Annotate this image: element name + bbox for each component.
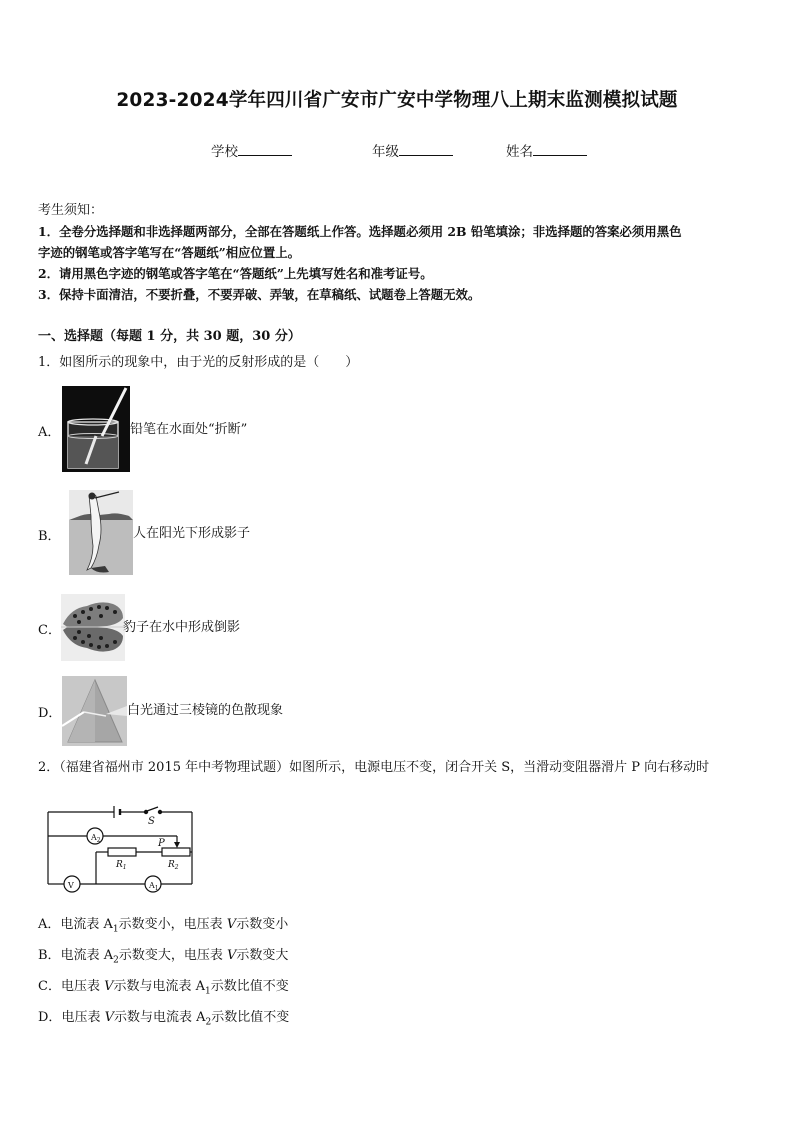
notice-line-1a: 1．全卷分选择题和非选择题两部分，全部在答题纸上作答。选择题必须用 2B 铅笔填涂；非选择题的答案必须用黑色 bbox=[38, 224, 682, 239]
grade-blank[interactable] bbox=[399, 143, 453, 156]
name-label: 姓名 bbox=[506, 144, 533, 160]
school-label: 学校 bbox=[211, 144, 238, 160]
section-heading: 一、选择题（每题 1 分，共 30 题，30 分） bbox=[38, 329, 301, 344]
prism-dispersion-image bbox=[62, 676, 127, 746]
shadow-image bbox=[69, 490, 133, 575]
name-field[interactable] bbox=[506, 140, 587, 160]
name-blank[interactable] bbox=[533, 143, 587, 156]
notice-heading: 考生须知： bbox=[38, 203, 104, 218]
q2-option-d-label: D． bbox=[38, 1010, 62, 1025]
q2-option-b-label: B． bbox=[38, 948, 61, 963]
circuit-diagram bbox=[40, 804, 200, 894]
q1-option-a-text: 铅笔在水面处“折断” bbox=[130, 422, 248, 437]
notice-line-1b: 字迹的钢笔或答字笔写在“答题纸”相应位置上。 bbox=[38, 245, 301, 260]
ammeter-a2-label: $A_2$ bbox=[91, 833, 101, 844]
q2-option-d: D．电压表 V示数与电流表 $A_2$示数比值不变 bbox=[38, 1010, 290, 1028]
q2-option-a: A．电流表 $A_1$示数变小，电压表 V示数变小 bbox=[38, 917, 289, 935]
q2-stem: 2．（福建省福州市 2015 年中考物理试题）如图所示，电源电压不变，闭合开关 S，当滑动变阻器滑片 P 向右移动时 bbox=[38, 760, 710, 775]
q2-option-c: C．电压表 V示数与电流表 $A_1$示数比值不变 bbox=[38, 979, 289, 997]
r1-label: $R_1$ bbox=[116, 860, 127, 871]
school-field[interactable] bbox=[211, 140, 292, 160]
q1-option-d-text: 白光通过三棱镜的色散现象 bbox=[127, 703, 284, 718]
q1-option-b-label: B． bbox=[38, 529, 61, 544]
r2-label: $R_2$ bbox=[168, 860, 179, 871]
q1-option-d-label: D． bbox=[38, 706, 62, 721]
notice-line-2: 2．请用黑色字迹的钢笔或答字笔在“答题纸”上先填写姓名和准考证号。 bbox=[38, 266, 433, 281]
q1-option-b-text: 人在阳光下形成影子 bbox=[133, 526, 251, 541]
school-blank[interactable] bbox=[238, 143, 292, 156]
voltmeter-label: V bbox=[68, 881, 74, 890]
q2-option-b: B．电流表 $A_2$示数变大，电压表 V示数变大 bbox=[38, 948, 289, 966]
q1-option-c-text: 豹子在水中形成倒影 bbox=[123, 620, 241, 635]
ammeter-a1-label: $A_1$ bbox=[149, 881, 159, 892]
notice-line-3: 3．保持卡面清洁，不要折叠，不要弄破、弄皱，在草稿纸、试题卷上答题无效。 bbox=[38, 287, 481, 302]
slider-p-arrow bbox=[174, 842, 180, 848]
resistor-r1 bbox=[108, 848, 136, 856]
leopard-reflection-image bbox=[61, 594, 125, 661]
q1-option-a-label: A． bbox=[38, 425, 61, 440]
switch-label: S bbox=[148, 816, 155, 827]
switch-blade bbox=[147, 807, 158, 811]
resistor-r2 bbox=[162, 848, 190, 856]
q1-stem: 1．如图所示的现象中，由于光的反射形成的是（ ） bbox=[38, 355, 359, 370]
grade-label: 年级 bbox=[372, 144, 399, 160]
grade-field[interactable] bbox=[372, 140, 453, 160]
q2-option-a-label: A． bbox=[38, 917, 61, 932]
q1-option-c-label: C． bbox=[38, 623, 61, 638]
page-title: 2023-2024学年四川省广安市广安中学物理八上期末监测模拟试题 bbox=[116, 90, 678, 111]
slider-p-label: P bbox=[158, 838, 165, 849]
pencil-in-water-image bbox=[62, 386, 130, 472]
q2-option-c-label: C． bbox=[38, 979, 61, 994]
